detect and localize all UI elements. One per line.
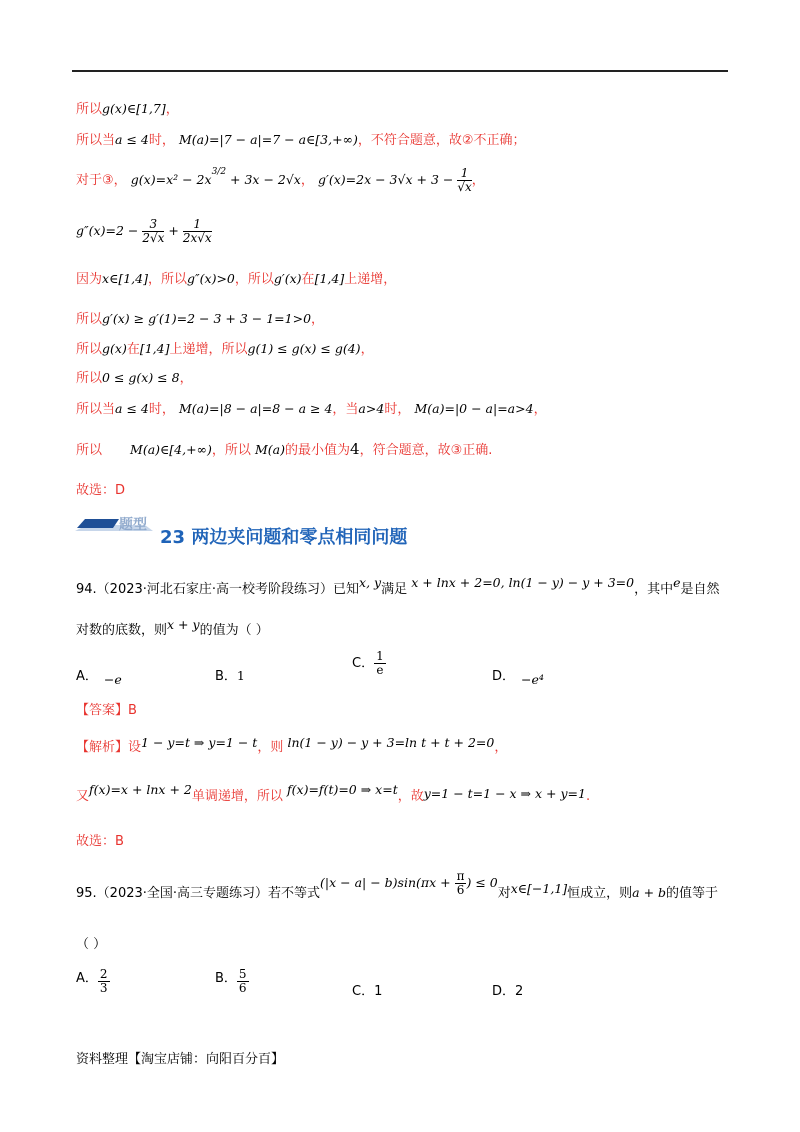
q95-option-b[interactable] xyxy=(215,968,249,995)
formula: M(a)=|8 − a|=8 − a ≥ 4 xyxy=(179,401,333,416)
formula: y=1 − t=1 − x ⇒ x + y=1 xyxy=(423,786,586,801)
text: 95.（2023·全国·高三专题练习）若不等式 xyxy=(76,886,321,901)
fraction-numerator: 1 xyxy=(376,649,384,663)
formula: + xyxy=(164,223,183,238)
formula: g′(x) ≥ g′(1)=2 − 3 + 3 − 1=1>0 xyxy=(102,311,312,326)
option-value: 1 xyxy=(374,984,383,999)
formula: a ≤ 4 xyxy=(115,132,149,147)
formula: (|x − a| − b)sin(πx + xyxy=(320,875,455,890)
formula: M(a)=|0 − a|=a>4 xyxy=(414,401,534,416)
question-95-paren: （ ） xyxy=(76,937,107,952)
option-label: C． xyxy=(352,656,375,671)
option-label: B． xyxy=(215,669,237,684)
formula: g″(x)>0 xyxy=(186,271,235,286)
q95-option-a[interactable] xyxy=(76,968,110,995)
fraction-denominator: √x xyxy=(457,180,472,194)
text: 所以当 xyxy=(76,133,116,148)
solution-line-4 xyxy=(76,218,212,245)
fraction-denominator: 6 xyxy=(456,883,465,897)
text: 时， xyxy=(148,402,175,417)
formula: g(x)=x² − 2x xyxy=(130,172,212,187)
fraction xyxy=(457,167,471,194)
fraction-numerator: 1 xyxy=(183,218,212,232)
text: ，不符合题意，故②不正确； xyxy=(357,133,526,148)
q95-option-c[interactable] xyxy=(352,980,382,999)
solution-line-2 xyxy=(76,131,526,150)
text: ，则 xyxy=(257,740,284,755)
q95-option-d[interactable] xyxy=(492,980,523,999)
badge-label: 题型 xyxy=(119,517,147,533)
fraction-numerator: 1 xyxy=(457,167,471,181)
fraction-denominator: e xyxy=(376,663,384,677)
text: 对 xyxy=(497,886,511,901)
text: 在 xyxy=(126,342,140,357)
text: ，所以 xyxy=(147,272,187,287)
fraction-denominator: 3 xyxy=(99,981,108,995)
text: 设 xyxy=(128,740,142,755)
fraction xyxy=(183,218,212,245)
q94-choice: 故选：B xyxy=(76,834,124,849)
q94-analysis-line-2 xyxy=(76,782,591,806)
text: ， xyxy=(471,173,485,188)
option-label: A． xyxy=(76,971,98,986)
fraction-numerator: 3 xyxy=(142,218,164,232)
text: 所以 xyxy=(76,443,103,458)
section-badge-icon xyxy=(75,511,155,533)
section-title: 23 两边夹问题和零点相同问题 xyxy=(160,527,408,548)
footer-source: 资料整理【淘宝店铺：向阳百分百】 xyxy=(76,1052,285,1067)
text: 上递增，所以 xyxy=(169,342,248,357)
formula: 0 ≤ g(x) ≤ 8 xyxy=(102,370,180,385)
formula: ) ≤ 0 xyxy=(466,875,498,890)
formula: x, y xyxy=(359,575,382,590)
formula: x + y xyxy=(167,617,200,632)
formula: a ≤ 4 xyxy=(115,401,149,416)
text: ，其中 xyxy=(634,582,674,597)
text: ， xyxy=(179,371,193,386)
text: 故选：D xyxy=(76,483,126,498)
formula: 1 − y=t ⇒ y=1 − t xyxy=(141,735,258,750)
text: 对于③， xyxy=(76,173,127,188)
fraction xyxy=(237,968,249,995)
option-label: B． xyxy=(215,971,237,986)
formula: ln(1 − y) − y + 3=ln t + t + 2=0 xyxy=(287,735,495,750)
formula: g(1) ≤ g(x) ≤ g(4) xyxy=(247,341,361,356)
fraction-numerator: 5 xyxy=(238,967,247,981)
text: 所以 xyxy=(76,371,103,386)
fraction xyxy=(142,218,164,245)
text: 时， xyxy=(384,402,411,417)
text: ，所以 xyxy=(234,272,274,287)
text: 的最小值为 xyxy=(285,443,351,458)
fraction-denominator: 2x√x xyxy=(182,231,212,245)
text: ，故 xyxy=(397,789,424,804)
question-94-line-2 xyxy=(76,617,269,640)
text: ，所以 xyxy=(211,443,251,458)
solution-line-9 xyxy=(76,400,547,419)
fraction-numerator: π xyxy=(456,869,465,883)
fraction-numerator: 2 xyxy=(99,967,108,981)
option-value: −e⁴ xyxy=(521,672,544,687)
formula: g′(x) xyxy=(273,271,302,286)
option-label: D． xyxy=(492,669,516,684)
text: 上递增， xyxy=(344,272,397,287)
option-value: 1 xyxy=(236,668,245,683)
text: 对数的底数，则 xyxy=(76,623,168,638)
formula: 4 xyxy=(350,440,360,458)
formula: a + b xyxy=(632,885,667,900)
text: ， xyxy=(300,173,314,188)
text: 的值为（ ） xyxy=(199,623,269,638)
text: . xyxy=(585,789,591,804)
header-rule xyxy=(72,70,728,72)
q94-answer: 【答案】B xyxy=(76,703,137,718)
option-value: −e xyxy=(103,672,122,687)
solution-line-7 xyxy=(76,340,374,359)
formula: M(a) xyxy=(255,442,286,457)
text: 在 xyxy=(301,272,315,287)
solution-line-1 xyxy=(76,100,179,119)
text: 时， xyxy=(148,133,175,148)
formula: x + lnx + 2=0, ln(1 − y) − y + 3=0 xyxy=(411,575,635,590)
text: ， xyxy=(311,312,325,327)
solution-line-8 xyxy=(76,369,193,388)
text: ， xyxy=(360,342,374,357)
fraction xyxy=(98,968,110,995)
text: 恒成立，则 xyxy=(567,886,633,901)
formula: f(x)=x + lnx + 2 xyxy=(89,782,192,797)
formula: g″(x)=2 − xyxy=(76,223,143,238)
option-label: A． xyxy=(76,669,98,684)
text: 因为 xyxy=(76,272,103,287)
solution-line-5 xyxy=(76,270,396,289)
formula: g(x)∈[1,7] xyxy=(102,101,166,116)
formula: + 3x − 2√x xyxy=(226,172,301,187)
formula: M(a)∈[4,+∞) xyxy=(130,442,212,457)
text: ， xyxy=(533,402,547,417)
text: 又 xyxy=(76,789,90,804)
option-value: 2 xyxy=(515,984,524,999)
formula: g′(x)=2x − 3√x + 3 − xyxy=(318,172,458,187)
q94-analysis-line-1 xyxy=(76,735,508,757)
analysis-label: 【解析】 xyxy=(76,740,129,755)
text: ，当 xyxy=(332,402,359,417)
fraction xyxy=(374,650,386,677)
text: 单调递增，所以 xyxy=(191,789,283,804)
solution-line-6 xyxy=(76,310,324,329)
formula: a>4 xyxy=(358,401,385,416)
formula: g(x) xyxy=(102,341,127,356)
text: 是自然 xyxy=(680,582,720,597)
text: 94.（2023·河北石家庄·高一校考阶段练习）已知 xyxy=(76,582,360,597)
text: ， xyxy=(165,102,179,117)
fraction-denominator: 2√x xyxy=(142,231,165,245)
option-label: C． xyxy=(352,984,375,999)
text: ， xyxy=(494,740,508,755)
formula: x∈[1,4] xyxy=(102,271,148,286)
q94-option-a[interactable] xyxy=(76,665,122,687)
text: 所以 xyxy=(76,342,103,357)
fraction xyxy=(455,870,467,897)
formula: M(a)=|7 − a|=7 − a∈[3,+∞) xyxy=(179,132,358,147)
text: 所以 xyxy=(76,312,103,327)
q94-option-d[interactable] xyxy=(492,665,544,687)
q94-option-b[interactable] xyxy=(215,665,245,684)
q94-option-c[interactable] xyxy=(352,650,386,677)
text: 的值等于 xyxy=(666,886,719,901)
question-94-line-1 xyxy=(76,575,720,599)
formula-exponent: 3/2 xyxy=(211,167,227,177)
solution-line-3 xyxy=(76,167,485,194)
formula: [1,4] xyxy=(314,271,345,286)
solution-choice xyxy=(76,482,125,500)
text: ，符合题意，故③正确. xyxy=(359,443,493,458)
text: 所以 xyxy=(76,102,103,117)
formula: f(x)=f(t)=0 ⇒ x=t xyxy=(287,782,398,797)
formula: [1,4] xyxy=(139,341,170,356)
fraction-denominator: 6 xyxy=(238,981,247,995)
formula: x∈[−1,1] xyxy=(510,881,568,896)
text: 满足 xyxy=(381,582,408,597)
question-95-line-1 xyxy=(76,869,719,907)
solution-line-10 xyxy=(76,440,492,460)
option-label: D． xyxy=(492,984,516,999)
text: 所以当 xyxy=(76,402,116,417)
formula: e xyxy=(673,575,681,590)
